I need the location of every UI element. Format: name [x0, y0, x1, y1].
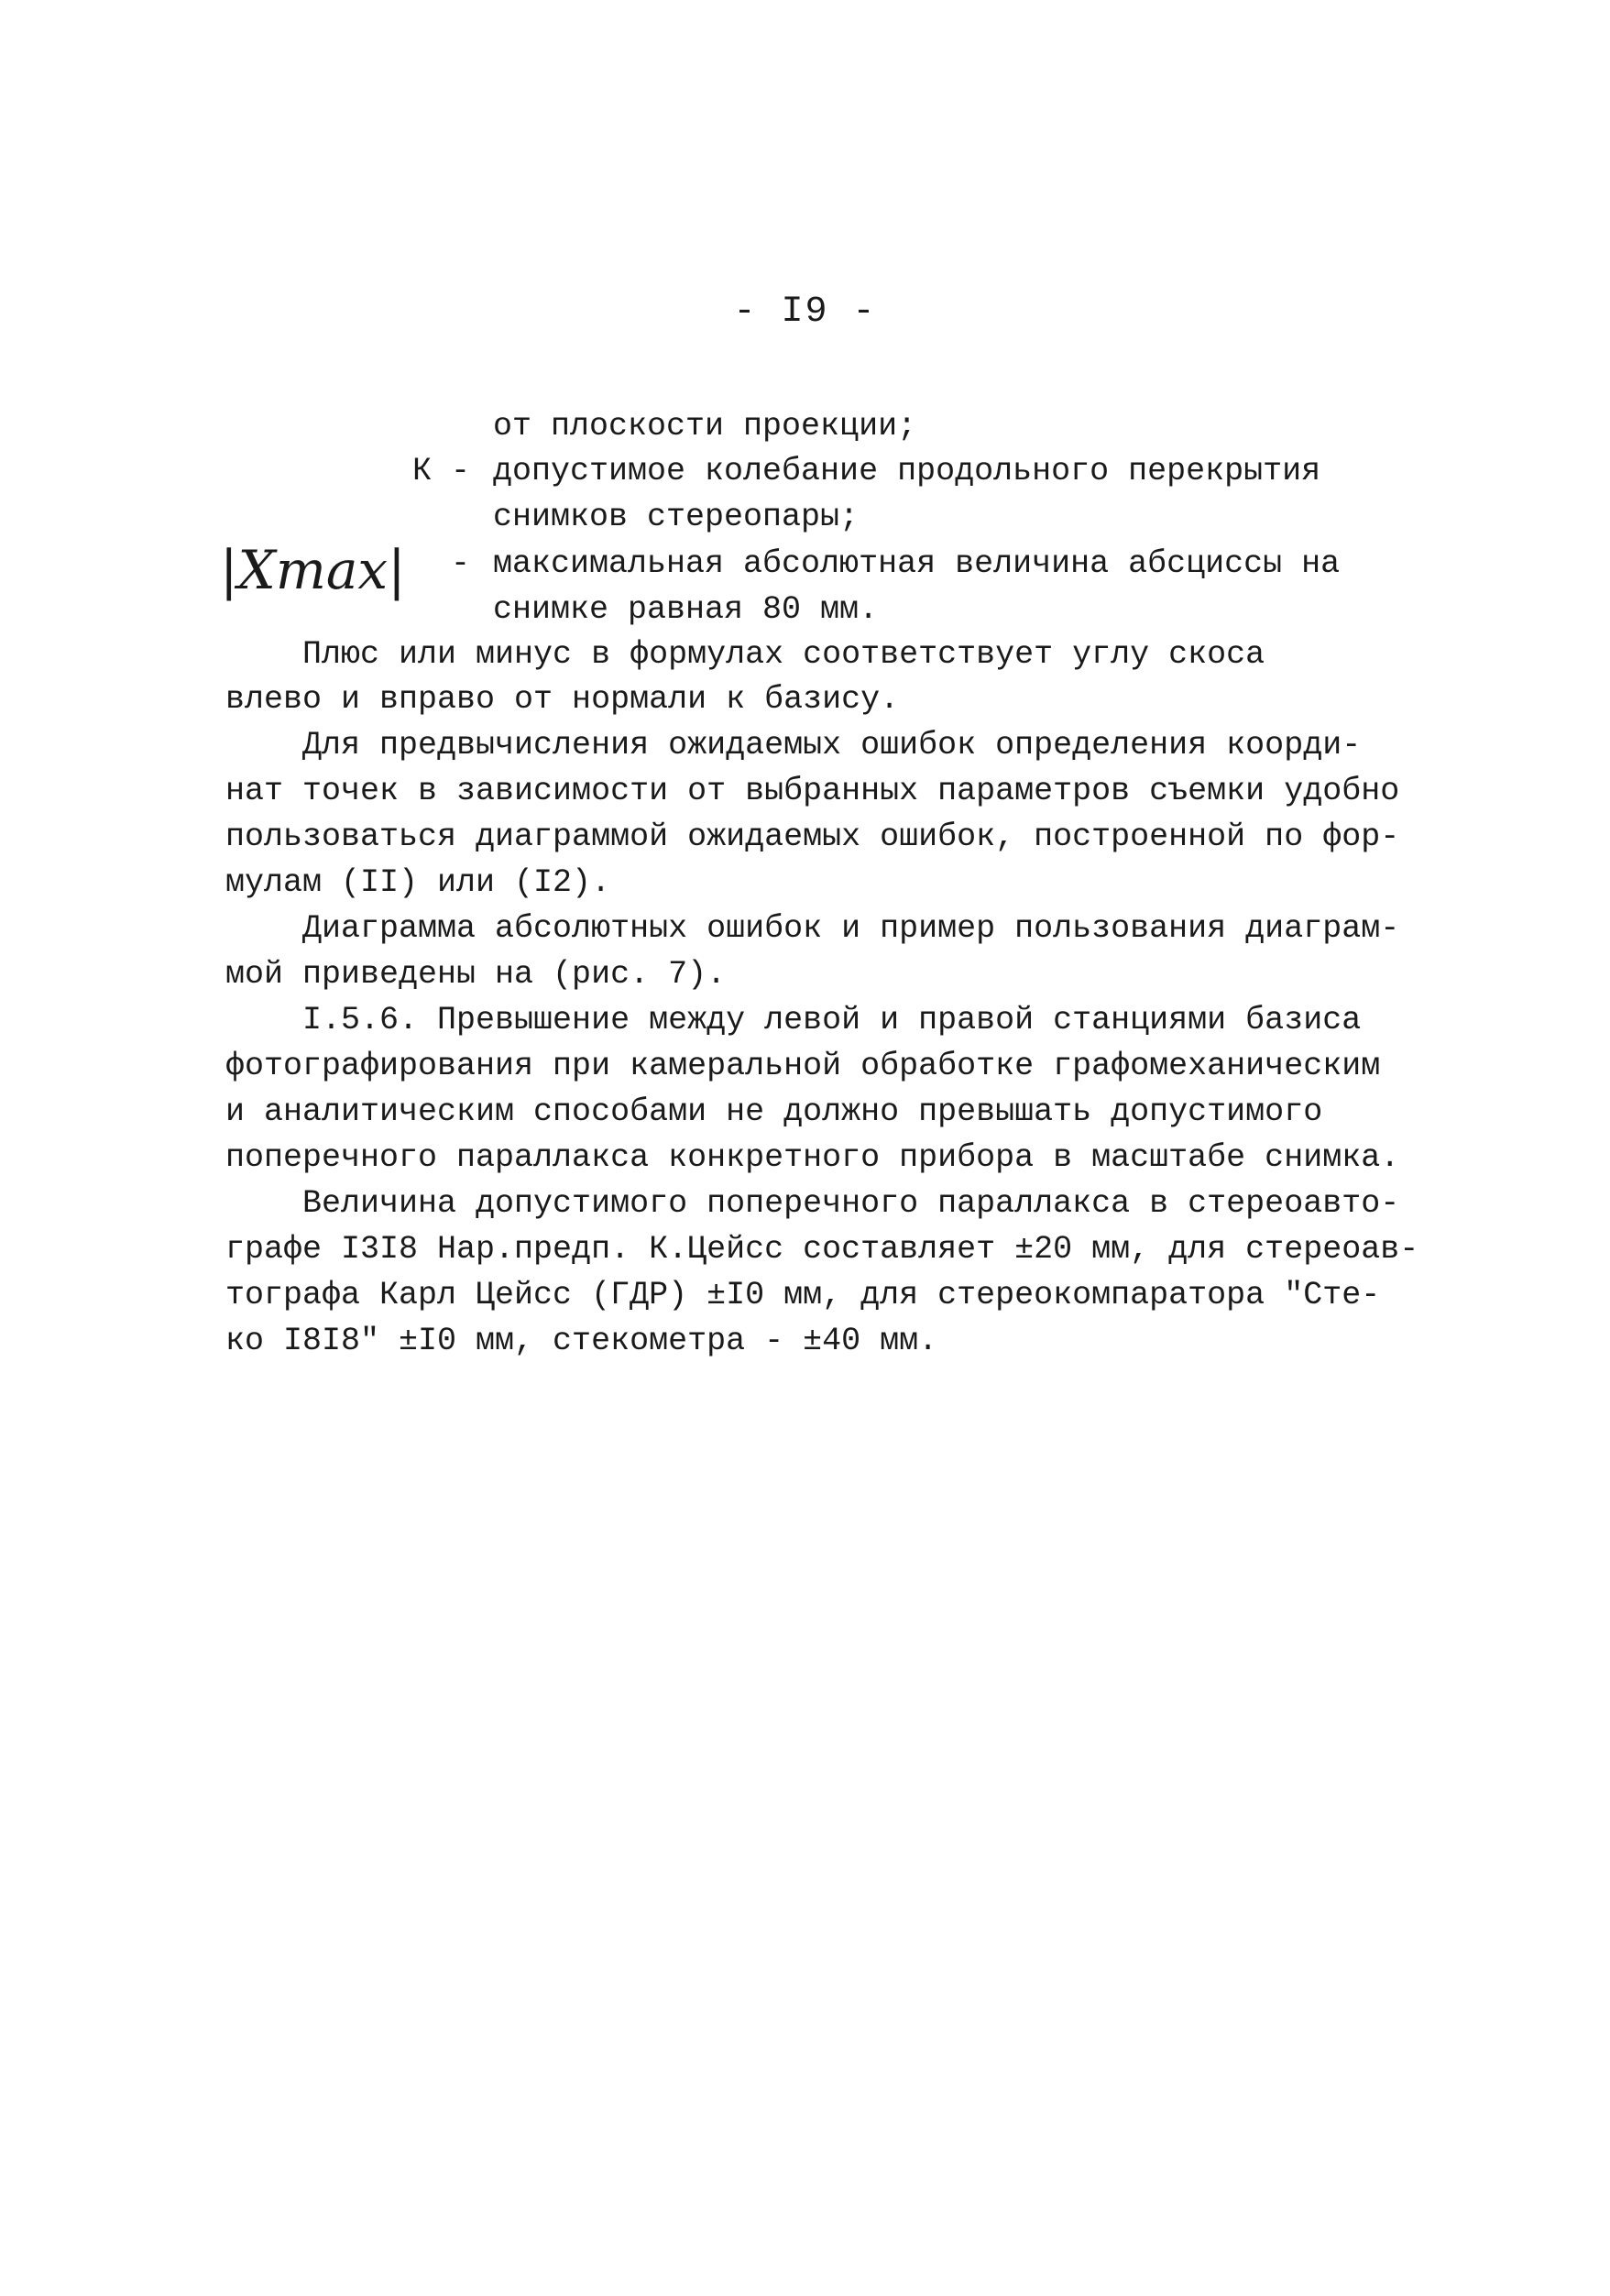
- body-line: тографа Карл Цейсс (ГДР) ±I0 мм, для стереокомпаратора "Сте-: [225, 1277, 1381, 1313]
- page-number: - I9 -: [733, 291, 877, 333]
- body-line: Диаграмма абсолютных ошибок и пример пользования диаграм-: [225, 910, 1400, 947]
- body-line: поперечного параллакса конкретного прибора в масштабе снимка.: [225, 1139, 1400, 1176]
- body-line: Плюс или минус в формулах соответствует углу скоса: [225, 636, 1265, 673]
- body-line: пользоваться диаграммой ожидаемых ошибок, построенной по фор-: [225, 818, 1400, 855]
- body-line: фотографирования при камеральной обработке графомеханическим: [225, 1048, 1381, 1084]
- body-line: мулам (II) или (I2).: [225, 864, 611, 901]
- definition-dash-xmax: -: [451, 545, 471, 582]
- body-line: и аналитическим способами не должно превышать допустимого: [225, 1093, 1323, 1130]
- handwritten-xmax-svg: [218, 533, 438, 625]
- definition-dash-k: -: [451, 453, 471, 489]
- body-line: ко I8I8" ±I0 мм, стекометра - ±40 мм.: [225, 1323, 938, 1359]
- body-line: мой приведены на (рис. 7).: [225, 956, 727, 993]
- definition-k-line-2: снимков стереопары;: [493, 499, 860, 535]
- definition-xmax-line-1: максимальная абсолютная величина абсциссы на: [493, 545, 1341, 582]
- handwritten-xmax-text: |Xmax|: [220, 539, 406, 601]
- body-line: I.5.6. Превышение между левой и правой станциями базиса: [225, 1002, 1362, 1038]
- definition-continuation: от плоскости проекции;: [493, 408, 917, 445]
- definition-xmax-line-2: снимке равная 80 мм.: [493, 591, 879, 628]
- body-line: графе I3I8 Нар.предп. К.Цейсс составляет ±20 мм, для стереоав-: [225, 1231, 1419, 1268]
- handwritten-xmax-term: [218, 533, 438, 625]
- body-line: нат точек в зависимости от выбранных параметров съемки удобно: [225, 773, 1400, 809]
- definition-k-line-1: допустимое колебание продольного перекрытия: [493, 453, 1321, 489]
- body-line: Для предвычисления ожидаемых ошибок определения коорди-: [225, 727, 1362, 764]
- body-line: влево и вправо от нормали к базису.: [225, 681, 900, 718]
- definition-term-k: К: [412, 453, 433, 489]
- body-line: Величина допустимого поперечного параллакса в стереоавто-: [225, 1185, 1400, 1222]
